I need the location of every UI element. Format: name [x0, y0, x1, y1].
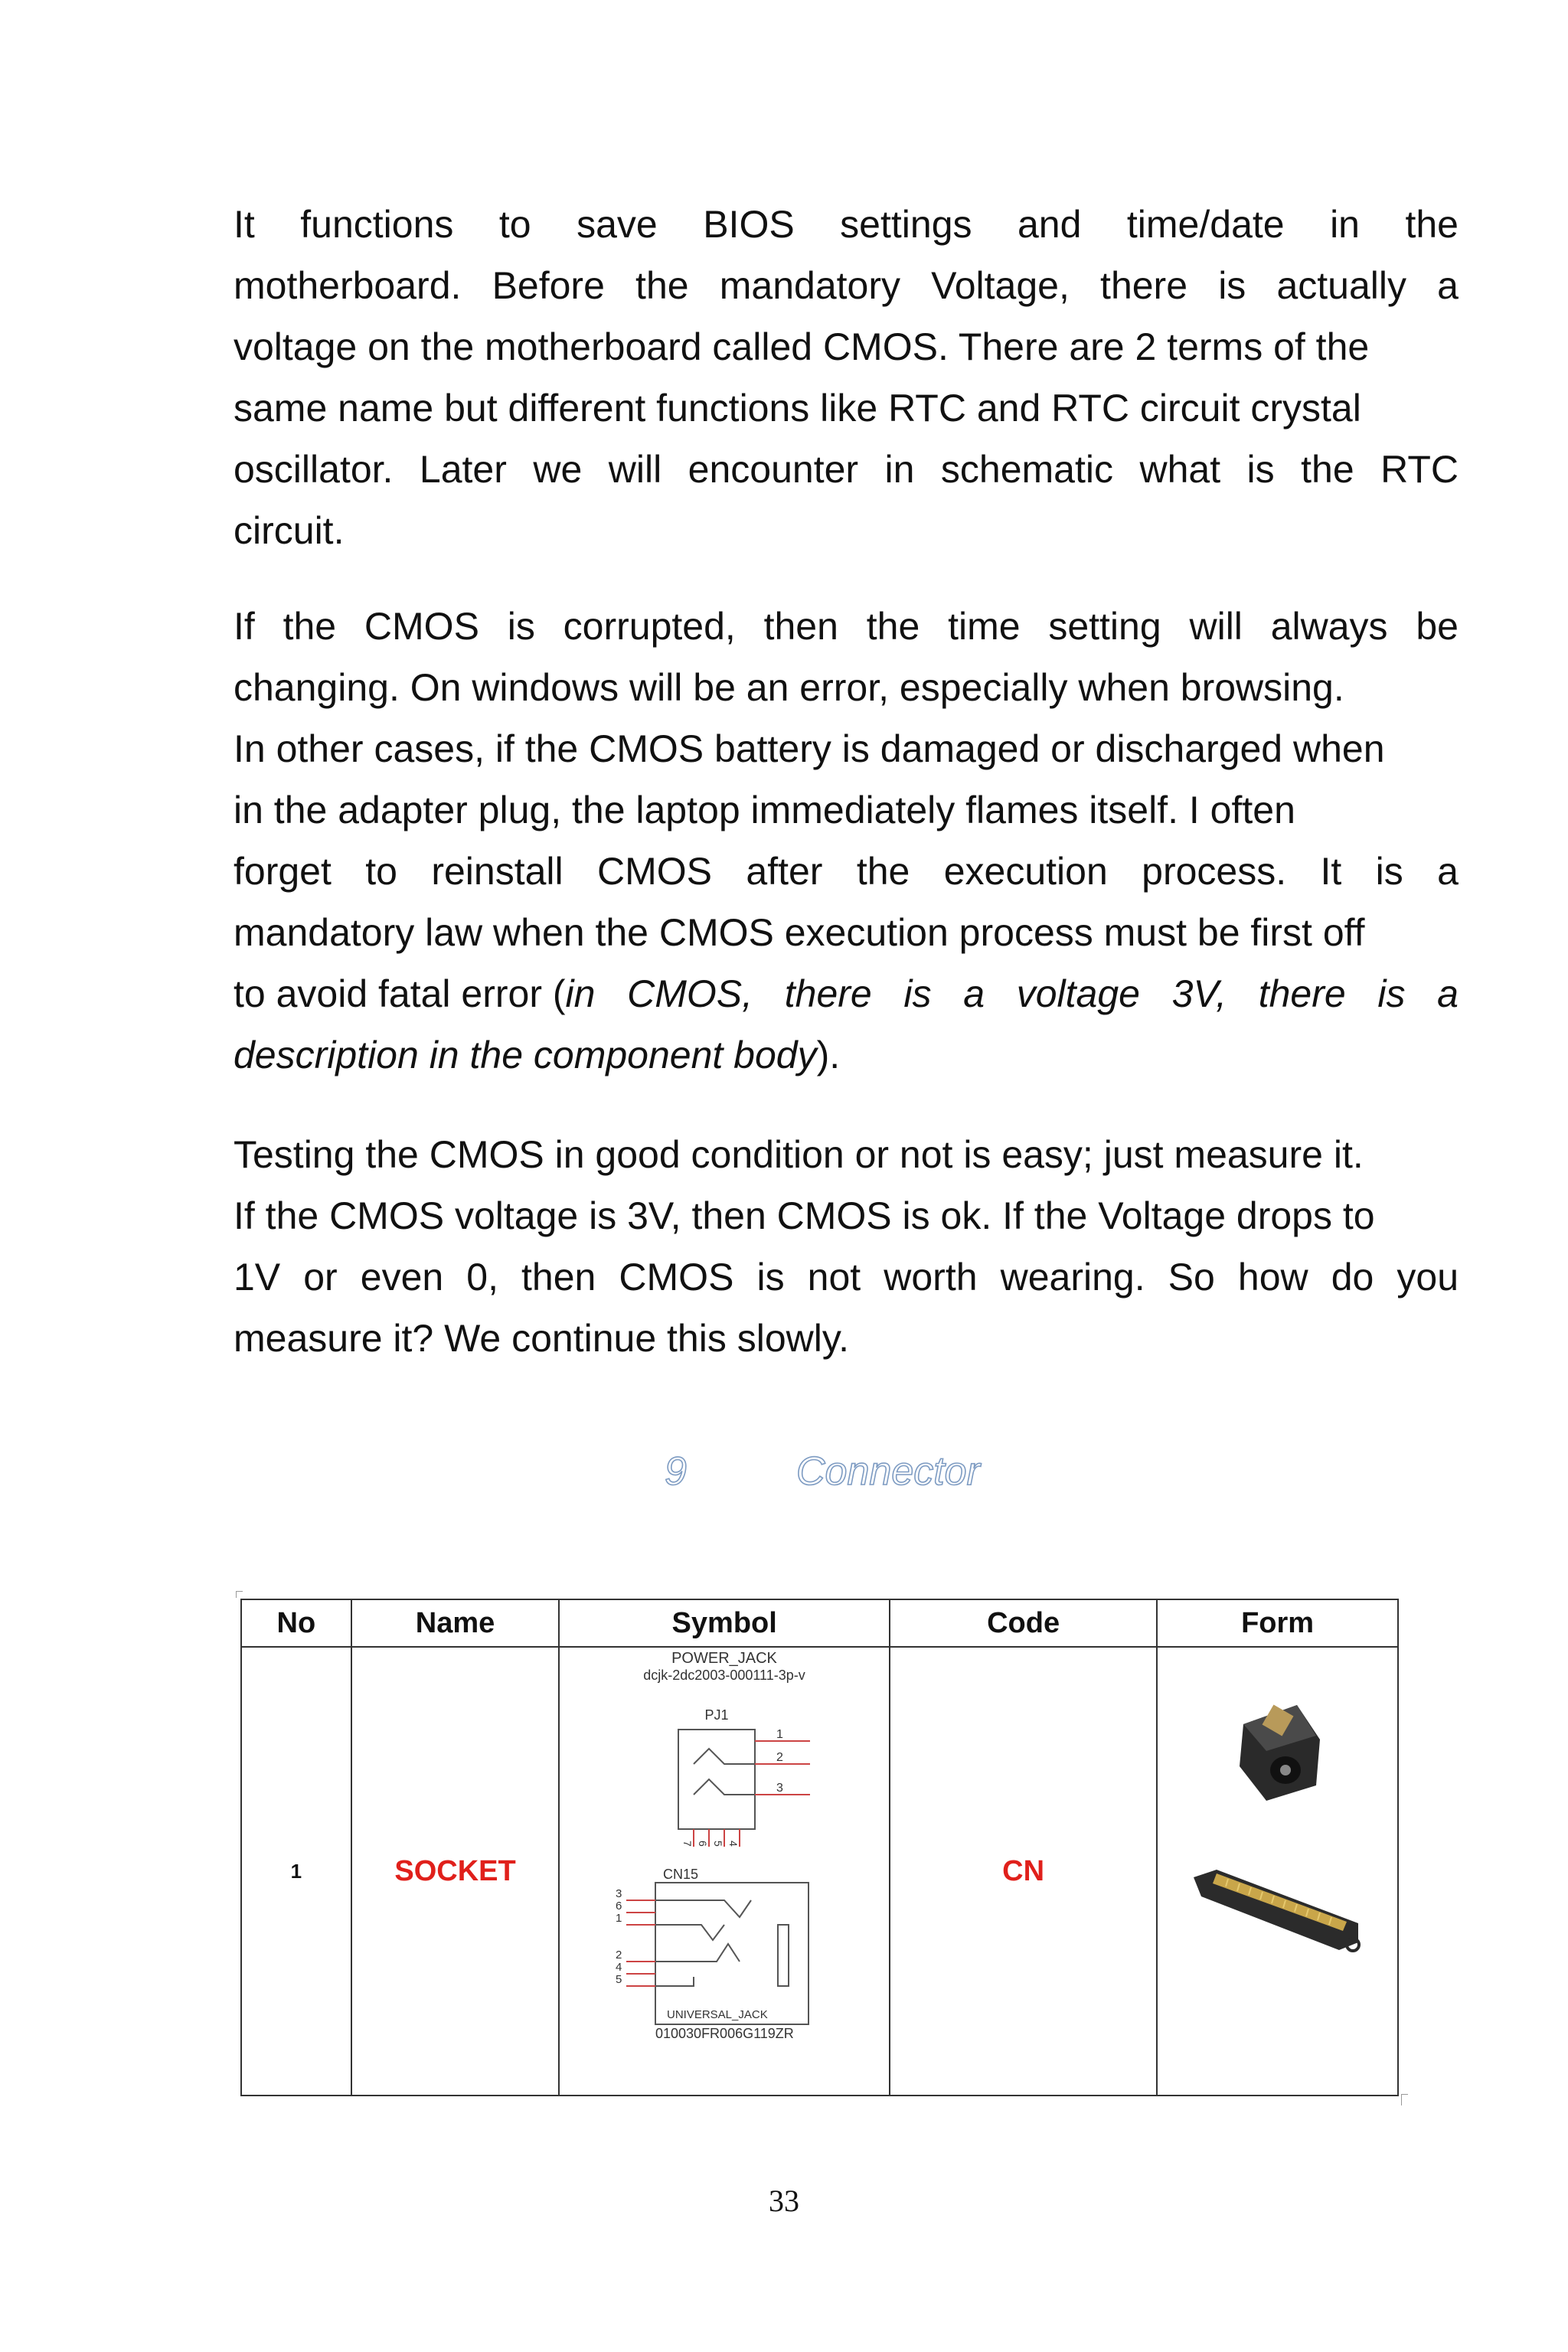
- header-form: Form: [1157, 1599, 1398, 1647]
- text-line-suffix: ).: [816, 1034, 841, 1076]
- text-line: voltage on the motherboard called CMOS. There are 2 terms of the: [234, 325, 1370, 368]
- paragraph-cmos-testing: [234, 1124, 1459, 1369]
- text-line: If the CMOS is corrupted, then the time setting will always be: [234, 605, 1459, 648]
- table-corner-mark: [1401, 2094, 1408, 2105]
- component-code: CN: [1002, 1854, 1045, 1887]
- cell-form: [1157, 1647, 1398, 2096]
- text-line: oscillator. Later we will encounter in schematic what is the RTC: [234, 448, 1459, 491]
- pin-label: 2: [616, 1949, 622, 1962]
- pin-label: 5: [616, 1973, 622, 1986]
- cell-name: [351, 1647, 560, 2096]
- table-row: [241, 1647, 1398, 2096]
- component-name: SOCKET: [394, 1854, 516, 1887]
- table-header-row: [241, 1599, 1398, 1647]
- text-line: changing. On windows will be an error, especially when browsing.: [234, 666, 1344, 709]
- text-line: It functions to save BIOS settings and time/date in the: [234, 203, 1459, 246]
- header-code: Code: [890, 1599, 1157, 1647]
- universal-jack-part: 010030FR006G119ZR: [655, 2026, 794, 2041]
- section-number: 9: [665, 1449, 687, 1494]
- text-line: circuit.: [234, 509, 345, 552]
- pin-label: 1: [776, 1728, 784, 1741]
- power-jack-part: dcjk-2dc2003-000111-3p-v: [643, 1668, 805, 1683]
- cell-no: 1: [241, 1647, 351, 2096]
- text-line: [234, 1024, 1459, 1086]
- universal-jack-ref: CN15: [663, 1867, 699, 1882]
- pin-label: 4: [616, 1961, 622, 1974]
- text-line: measure it? We continue this slowly.: [234, 1317, 850, 1360]
- pin-label: 3: [776, 1782, 784, 1795]
- text-line: mandatory law when the CMOS execution process must be first off: [234, 911, 1365, 954]
- power-jack-schematic: [609, 1649, 839, 1848]
- text-line: In other cases, if the CMOS battery is damaged or discharged when: [234, 727, 1385, 770]
- cell-code: [890, 1647, 1157, 2096]
- pin-label: 3: [616, 1887, 622, 1900]
- pin-label: 7: [681, 1841, 694, 1847]
- universal-jack-label: UNIVERSAL_JACK: [667, 2008, 768, 2021]
- pin-label: 6: [616, 1900, 622, 1913]
- italic-note: in CMOS, there is a voltage 3V, there is a: [565, 972, 1459, 1015]
- page-number: 33: [769, 2184, 799, 2218]
- universal-jack-schematic: [609, 1864, 839, 2047]
- edge-connector-photo: [1186, 1854, 1370, 1962]
- pin-label: 5: [712, 1841, 725, 1847]
- power-jack-title: POWER_JACK: [671, 1650, 778, 1667]
- pin-label: 2: [776, 1751, 784, 1764]
- pin-label: 1: [616, 1912, 622, 1925]
- text-line: same name but different functions like RTC and RTC circuit crystal: [234, 387, 1361, 430]
- section-title: Connector: [796, 1449, 980, 1494]
- text-line: If the CMOS voltage is 3V, then CMOS is ok. If the Voltage drops to: [234, 1194, 1375, 1237]
- text-line-prefix: to avoid fatal error (: [234, 972, 566, 1015]
- power-jack-ref: PJ1: [704, 1707, 729, 1723]
- table-corner-mark: [236, 1591, 243, 1598]
- header-name: Name: [351, 1599, 560, 1647]
- paragraph-cmos-corruption: [234, 596, 1459, 1086]
- pin-label: 4: [727, 1841, 740, 1847]
- header-no: No: [241, 1599, 351, 1647]
- text-line: in the adapter plug, the laptop immediately flames itself. I often: [234, 789, 1295, 831]
- text-line: motherboard. Before the mandatory Voltage, there is actually a: [234, 264, 1459, 307]
- header-symbol: Symbol: [559, 1599, 890, 1647]
- cell-symbol: [559, 1647, 890, 2096]
- text-line: 1V or even 0, then CMOS is not worth wearing. So how do you: [234, 1256, 1459, 1298]
- italic-note: description in the component body: [234, 1034, 817, 1076]
- paragraph-rtc-intro: [234, 194, 1459, 561]
- connector-table: [240, 1599, 1399, 2096]
- section-heading: [0, 1449, 1568, 1510]
- text-line: [234, 963, 1459, 1024]
- dc-power-jack-photo: [1224, 1694, 1331, 1808]
- pin-label: 6: [697, 1841, 710, 1847]
- text-line: forget to reinstall CMOS after the execution process. It is a: [234, 850, 1459, 893]
- text-line: Testing the CMOS in good condition or not is easy; just measure it.: [234, 1133, 1364, 1176]
